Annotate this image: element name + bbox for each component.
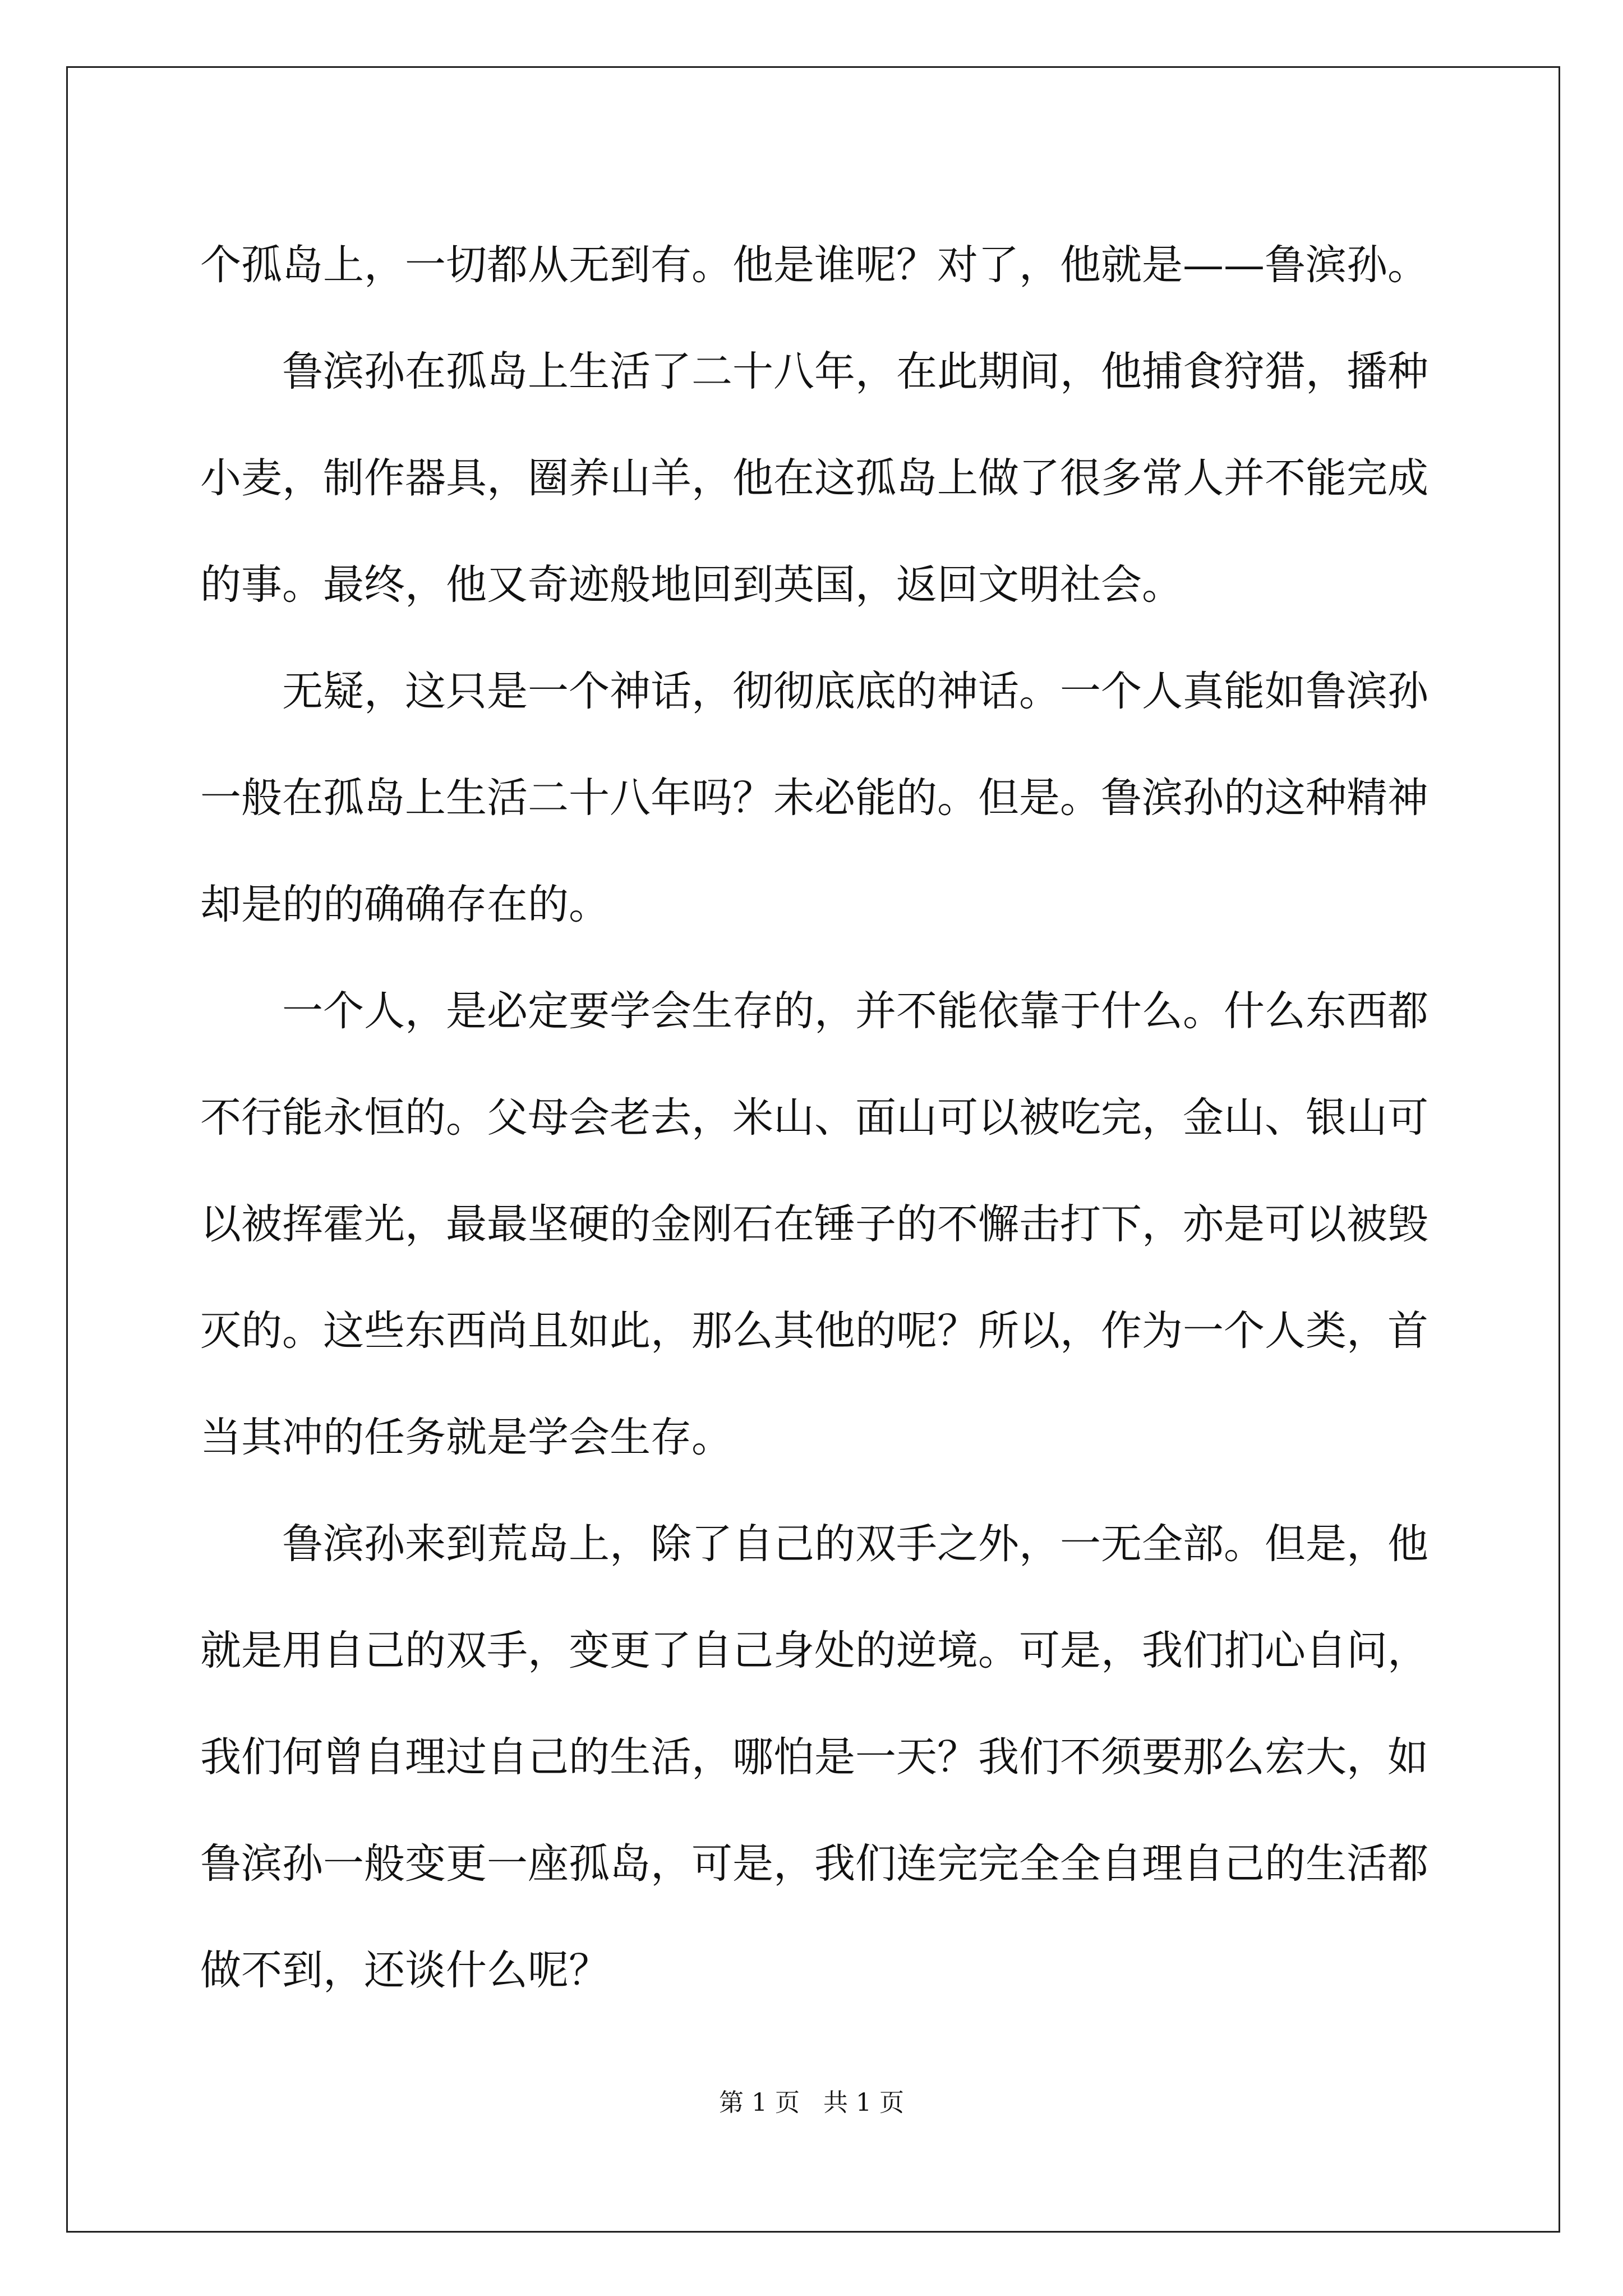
page-footer	[0, 2082, 1623, 2118]
paragraph-3: 无疑，这只是一个神话，彻彻底底的神话。一个人真能如鲁滨孙一般在孤岛上生活二十八年吗？未必能的。但是。鲁滨孙的这种精神却是的的确确存在的。	[200, 668, 1428, 928]
page-total: 共 1 页	[823, 2088, 904, 2117]
paragraph-4: 一个人，是必定要学会生存的，并不能依靠于什么。什么东西都不行能永恒的。父母会老去，米山、面山可以被吃完，金山、银山可以被挥霍光，最最坚硬的金刚石在锤子的不懈击打下，亦是可以被毁灭的。这些东西尚且如此，那么其他的呢？所以，作为一个人类，首当其冲的任务就是学会生存。	[200, 987, 1428, 1461]
document-body	[200, 212, 1428, 2024]
paragraph-2: 鲁滨孙在孤岛上生活了二十八年，在此期间，他捕食狩猎，播种小麦，制作器具，圈养山羊，他在这孤岛上做了很多常人并不能完成的事。最终，他又奇迹般地回到英国，返回文明社会。	[200, 348, 1428, 609]
page-number: 第 1 页	[719, 2088, 800, 2117]
paragraph-5: 鲁滨孙来到荒岛上，除了自己的双手之外，一无全部。但是，他就是用自己的双手，变更了自己身处的逆境。可是，我们扪心自问，我们何曾自理过自己的生活，哪怕是一天？我们不须要那么宏大，如鲁滨孙一般变更一座孤岛，可是，我们连完完全全自理自己的生活都做不到，还谈什么呢？	[200, 1520, 1428, 1994]
paragraph-1: 个孤岛上，一切都从无到有。他是谁呢？对了，他就是——鲁滨孙。	[200, 241, 1428, 289]
